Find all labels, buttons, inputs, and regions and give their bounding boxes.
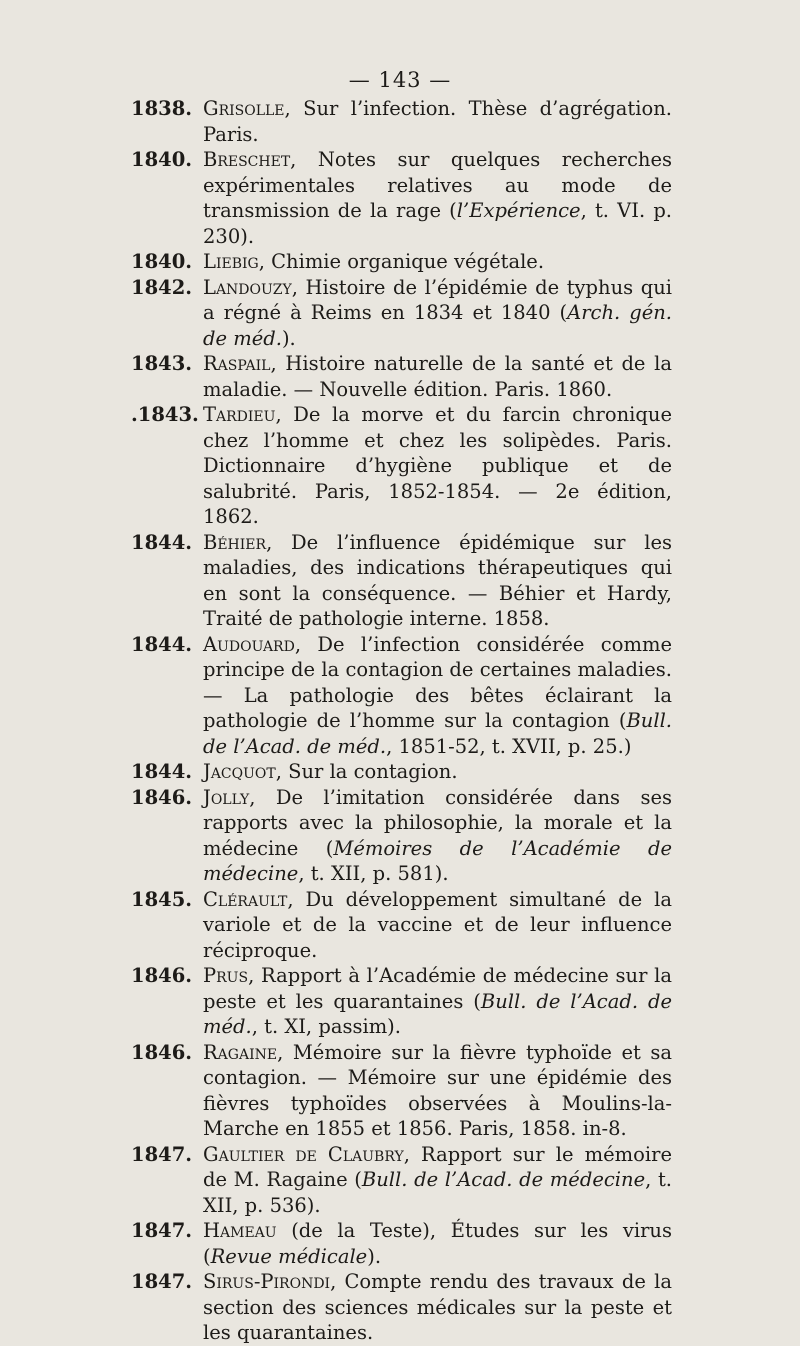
entry-author: Liebig [203, 250, 259, 273]
entry-journal-title: Bull. de l’Acad. de méd. [203, 989, 672, 1038]
bibliography-entry [0, 96, 800, 147]
bibliography-entry [0, 351, 800, 402]
entry-year: .1843. [131, 403, 199, 426]
entry-author: Hameau [203, 1219, 277, 1242]
entry-text: , De la morve et du farcin chronique chez l’homme et chez les solipèdes. Paris. Dictionnaire d’hygiène publique et de salubrité. Paris, 1852-1854. — 2e édition, 1862. [203, 403, 672, 528]
entry-text: , Sur l’infection. Thèse d’agrégation. Paris. [203, 97, 672, 146]
entry-author: Sirus-Pirondi [203, 1270, 331, 1293]
bibliography-entry [0, 1142, 800, 1219]
entry-year: 1847. [131, 1219, 193, 1242]
entry-author: Ragaine [203, 1040, 278, 1064]
entry-year: 1844. [131, 632, 193, 656]
entry-text: , Histoire naturelle de la santé et de la maladie. — Nouvelle édition. Paris. 1860. [203, 352, 672, 401]
entry-journal-title: l’Expérience [456, 199, 581, 222]
entry-year: 1844. [131, 760, 193, 783]
entry-text: (de la Teste), Études sur les virus ( [203, 1219, 672, 1268]
entry-year: 1843. [131, 352, 193, 375]
entry-text: , Notes sur quelques recherches expérimentales relatives au mode de transmission de la rage ( [203, 148, 672, 222]
entry-author: Breschet [203, 148, 291, 171]
bibliography-entry [0, 1269, 800, 1346]
entry-text: , De l’imitation considérée dans ses rapports avec la philosophie, la morale et la médecine ( [203, 785, 672, 860]
bibliography-list [0, 96, 800, 1346]
entry-text-end: , t. XI, passim). [251, 1015, 401, 1038]
entry-author: Audouard [203, 632, 295, 656]
entry-text: , Mémoire sur la fièvre typhoïde et sa contagion. — Mémoire sur une épidémie des fièvres typhoïdes observées à Moulins-la-Marche en 1855 et 1856. Paris, 1858. in-8. [203, 1040, 672, 1140]
entry-author: Prus [203, 964, 249, 987]
entry-text: , Rapport à l’Académie de médecine sur la peste et les quarantaines ( [203, 964, 672, 1013]
entry-author: Landouzy [203, 275, 292, 299]
entry-text-end: , t. VI. p. 230). [203, 199, 673, 248]
entry-text-end: , t. XII, p. 536). [203, 1168, 672, 1217]
entry-text-end: , 1851-52, t. XVII, p. 25.) [386, 734, 632, 758]
entry-text: , De l’infection considérée comme principe de la contagion de certaines maladies. — La pathologie des bêtes éclairant la pathologie de l’homme sur la contagion ( [203, 632, 672, 732]
entry-author: Grisolle [203, 97, 285, 120]
entry-year: 1846. [131, 964, 193, 987]
entry-journal-title: Revue médicale [210, 1244, 368, 1268]
bibliography-entry [0, 530, 800, 632]
entry-journal-title: Mémoires de l’Académie de médecine [203, 836, 672, 885]
bibliography-entry [0, 632, 800, 760]
bibliography-entry [0, 963, 800, 1040]
entry-text: , Compte rendu des travaux de la section des sciences médicales sur la peste et les quarantaines. [203, 1270, 672, 1344]
entry-journal-title: Bull. de l’Acad. de médecine [361, 1168, 646, 1191]
bibliography-entry [0, 402, 800, 530]
entry-text: , Chimie organique végétale. [258, 250, 545, 273]
entry-author: Gaultier de Claubry [203, 1142, 404, 1166]
entry-year: 1838. [131, 97, 193, 120]
bibliography-entry [0, 1040, 800, 1142]
entry-text-end: ). [281, 326, 296, 350]
entry-year: 1846. [131, 785, 193, 809]
entry-text: , Rapport sur le mémoire de M. Ragaine ( [203, 1142, 672, 1191]
entry-text: , Sur la contagion. [275, 760, 458, 783]
entry-year: 1840. [131, 148, 193, 171]
bibliography-entry [0, 887, 800, 964]
bibliography-entry [0, 275, 800, 352]
entry-text: , Histoire de l’épidémie de typhus qui a régné à Reims en 1834 et 1840 ( [203, 275, 672, 324]
entry-year: 1840. [131, 250, 193, 273]
entry-year: 1842. [131, 275, 193, 299]
entry-year: 1847. [131, 1142, 193, 1166]
entry-year: 1845. [131, 887, 193, 911]
entry-year: 1844. [131, 530, 193, 554]
entry-year: 1847. [131, 1270, 193, 1293]
entry-year: 1846. [131, 1040, 193, 1064]
entry-journal-title: Arch. gén. de méd. [203, 301, 673, 350]
entry-author: Jolly [203, 785, 250, 809]
entry-author: Béhier [203, 530, 267, 554]
bibliography-entry [0, 785, 800, 887]
entry-text: , Du développement simultané de la variole et de la vaccine et de leur influence réciproque. [203, 887, 672, 962]
entry-text-end: , t. XII, p. 581). [298, 862, 449, 885]
bibliography-entry [0, 1218, 800, 1269]
entry-author: Jacquot [203, 760, 276, 783]
bibliography-entry [0, 759, 800, 785]
bibliography-entry [0, 249, 800, 275]
entry-text-end: ). [367, 1244, 382, 1268]
bibliography-entry [0, 147, 800, 249]
entry-text: , De l’influence épidémique sur les maladies, des indications thérapeutiques qui en sont la conséquence. — Béhier et Hardy, Traité de pathologie interne. 1858. [203, 530, 672, 630]
entry-author: Tardieu [203, 403, 276, 426]
entry-author: Raspail [203, 352, 271, 375]
entry-journal-title: Bull. de l’Acad. de méd. [203, 709, 672, 758]
entry-author: Clérault [203, 887, 288, 911]
page-number: — 143 — [348, 68, 452, 92]
